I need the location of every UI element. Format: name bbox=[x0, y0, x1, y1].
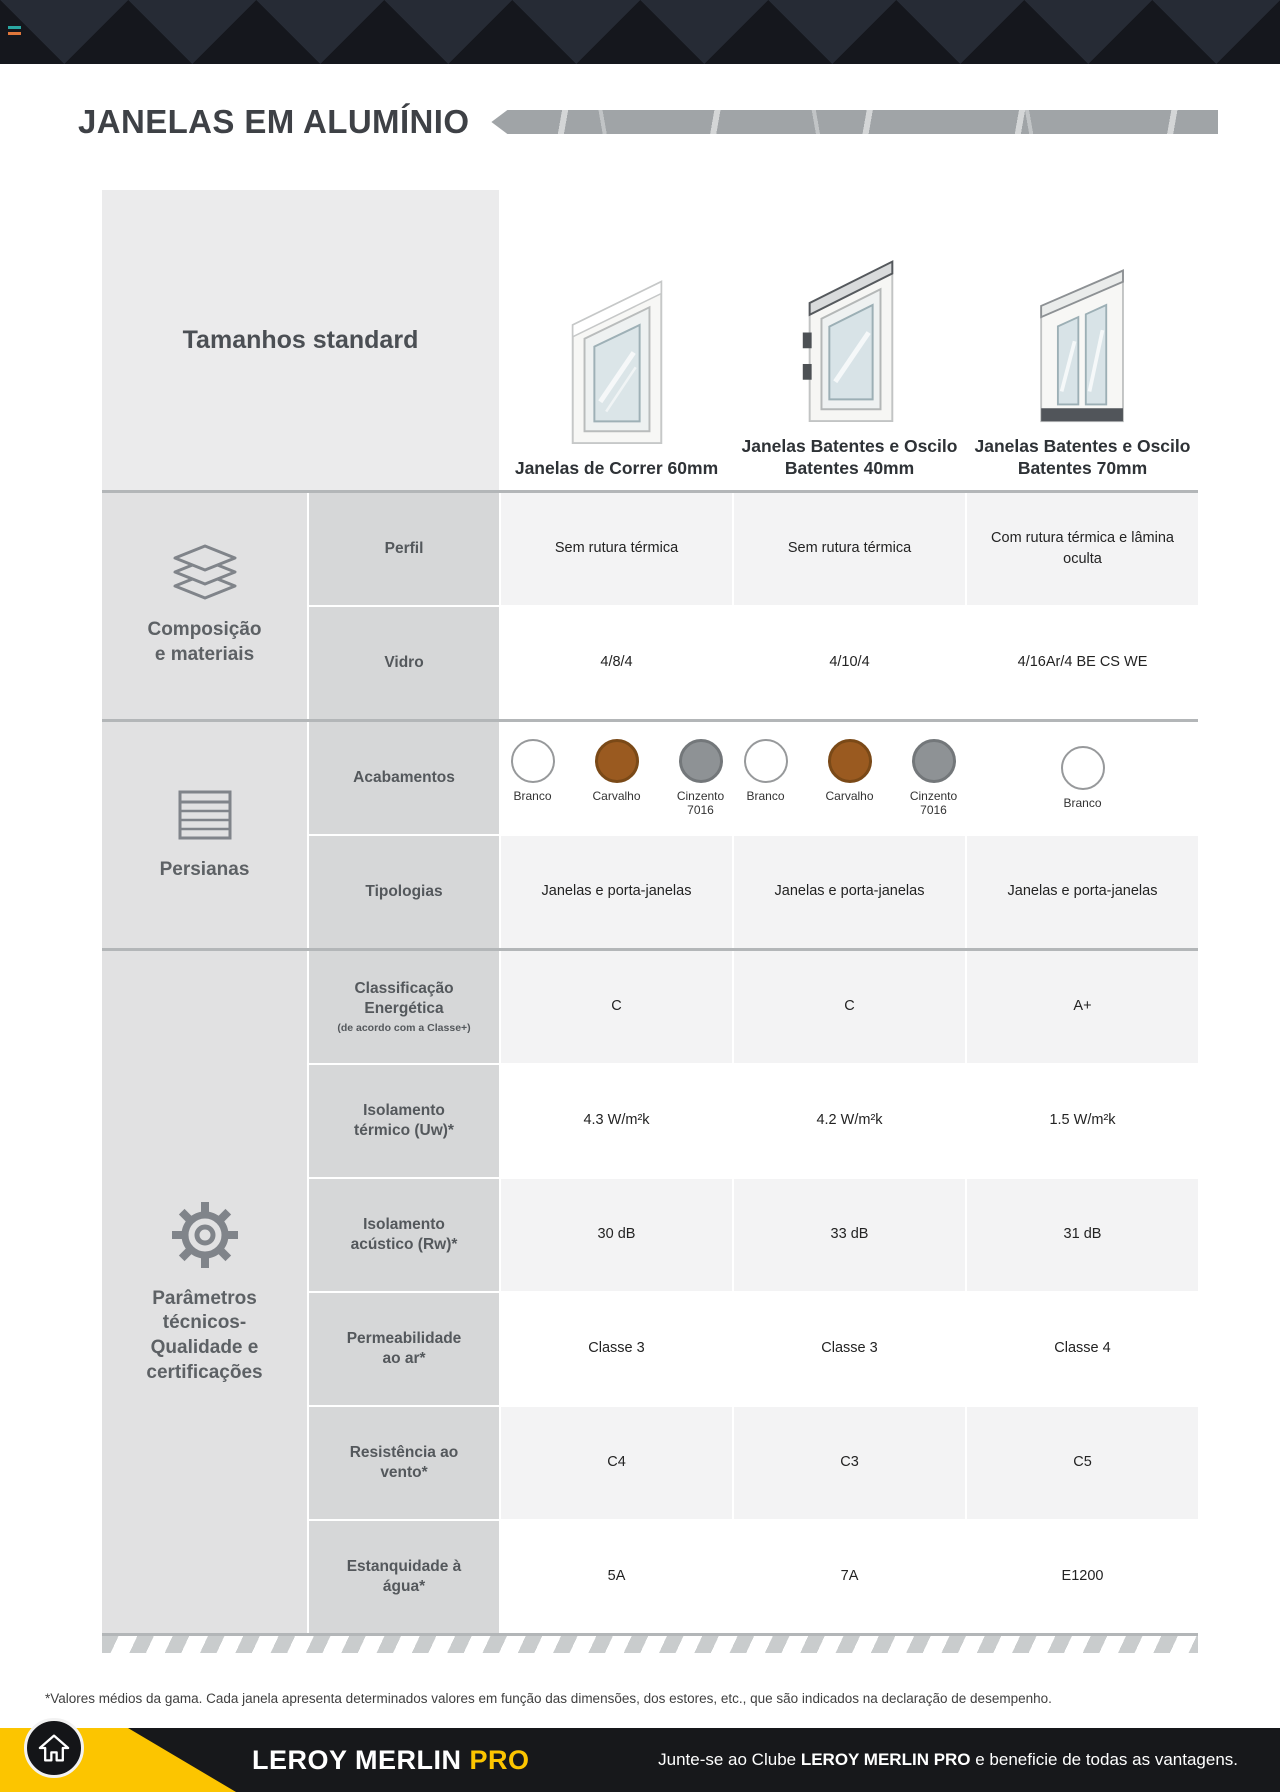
corner-cell bbox=[102, 190, 499, 490]
finish-carvalho: Carvalho bbox=[816, 739, 884, 804]
finish-cinzento: Cinzento 7016 bbox=[667, 739, 735, 818]
cell-classificacao-col1: C bbox=[501, 951, 732, 1063]
table-row-tipologias bbox=[309, 836, 1198, 948]
mini-flag-icon bbox=[8, 26, 21, 35]
cell-isolamento-acustico-col1: 30 dB bbox=[501, 1179, 732, 1291]
table-row-estanquidade bbox=[309, 1521, 1198, 1633]
chevron-stripe-band bbox=[102, 1633, 1198, 1653]
table-header bbox=[102, 190, 1198, 490]
product-name: Janelas Batentes e Oscilo Batentes 40mm bbox=[741, 436, 958, 479]
cell-resistencia-col3: C5 bbox=[967, 1407, 1198, 1519]
cell-vidro-col2: 4/10/4 bbox=[734, 607, 965, 719]
cell-tipologias-col1: Janelas e porta-janelas bbox=[501, 836, 732, 948]
row-label-resistencia: Resistência ao vento* bbox=[309, 1407, 499, 1519]
cell-classificacao-col3: A+ bbox=[967, 951, 1198, 1063]
finish-branco-swatch bbox=[511, 739, 555, 783]
cell-isolamento-acustico-col2: 33 dB bbox=[734, 1179, 965, 1291]
category-label: Persianas bbox=[159, 858, 250, 880]
row-sublabel-classificacao: (de acordo com a Classe+) bbox=[337, 1021, 471, 1034]
cell-permeabilidade-col1: Classe 3 bbox=[501, 1293, 732, 1405]
cell-isolamento-termico-col2: 4.2 W/m²k bbox=[734, 1065, 965, 1177]
cell-vidro-col3: 4/16Ar/4 BE CS WE bbox=[967, 607, 1198, 719]
table-row-acabamentos bbox=[309, 722, 1198, 834]
finish-branco-swatch bbox=[1061, 746, 1105, 790]
top-decorative-band bbox=[0, 0, 1280, 64]
cell-perfil-col1: Sem rutura térmica bbox=[501, 493, 732, 605]
row-label-isolamento-acustico: Isolamento acústico (Rw)* bbox=[309, 1179, 499, 1291]
finish-swatches bbox=[499, 739, 735, 818]
finish-branco: Branco bbox=[1049, 746, 1117, 811]
finish-swatches bbox=[1049, 746, 1117, 811]
cell-vidro-col1: 4/8/4 bbox=[501, 607, 732, 719]
group-rows bbox=[309, 951, 1198, 1633]
brand-pro-label: PRO bbox=[469, 1744, 530, 1775]
blinds-icon bbox=[177, 788, 233, 842]
row-label-classificacao: Classificação Energética (de acordo com a Classe+) bbox=[309, 951, 499, 1063]
product-name: Janelas de Correr 60mm bbox=[514, 458, 719, 479]
cell-tipologias-col3: Janelas e porta-janelas bbox=[967, 836, 1198, 948]
title-row bbox=[78, 100, 1218, 144]
layers-icon bbox=[172, 544, 238, 602]
product-name: Janelas Batentes e Oscilo Batentes 70mm bbox=[974, 436, 1191, 479]
product-header-batentes-70 bbox=[967, 190, 1198, 490]
cell-estanquidade-col3: E1200 bbox=[967, 1521, 1198, 1633]
category-composicao-materiais bbox=[102, 493, 307, 719]
row-label-vidro: Vidro bbox=[309, 607, 499, 719]
page-title: JANELAS EM ALUMÍNIO bbox=[78, 103, 470, 140]
group-composicao-materiais bbox=[102, 490, 1198, 719]
group-rows bbox=[309, 493, 1198, 719]
category-label: Composição e materiais bbox=[147, 619, 262, 665]
finish-branco: Branco bbox=[499, 739, 567, 804]
cell-isolamento-termico-col1: 4.3 W/m²k bbox=[501, 1065, 732, 1177]
brand-logo: LEROY MERLIN PRO bbox=[252, 1744, 530, 1775]
footer-tagline: Junte-se ao Clube LEROY MERLIN PRO e beneficie de todas as vantagens. bbox=[658, 1750, 1238, 1769]
cell-permeabilidade-col3: Classe 4 bbox=[967, 1293, 1198, 1405]
table-row-resistencia bbox=[309, 1407, 1198, 1519]
product-header-batentes-40 bbox=[734, 190, 965, 490]
finish-cinzento-swatch bbox=[679, 739, 723, 783]
cell-isolamento-acustico-col3: 31 dB bbox=[967, 1179, 1198, 1291]
finish-branco-swatch bbox=[744, 739, 788, 783]
cell-perfil-col3: Com rutura térmica e lâmina oculta bbox=[967, 493, 1198, 605]
finish-carvalho-swatch bbox=[828, 739, 872, 783]
finish-carvalho: Carvalho bbox=[583, 739, 651, 804]
cell-isolamento-termico-col3: 1.5 W/m²k bbox=[967, 1065, 1198, 1177]
table-row-isolamento-acustico bbox=[309, 1179, 1198, 1291]
finish-swatches bbox=[732, 739, 968, 818]
footnote: *Valores médios da gama. Cada janela apresenta determinados valores em função das dimensões, dos estores, etc., que são indicados na declaração de desempenho. bbox=[45, 1691, 1052, 1706]
table-row-isolamento-termico bbox=[309, 1065, 1198, 1177]
cell-acabamentos-col1 bbox=[501, 722, 732, 834]
row-label-permeabilidade: Permeabilidade ao ar* bbox=[309, 1293, 499, 1405]
window-image-batentes-40mm bbox=[775, 242, 925, 424]
cell-estanquidade-col1: 5A bbox=[501, 1521, 732, 1633]
row-label-perfil: Perfil bbox=[309, 493, 499, 605]
finish-branco: Branco bbox=[732, 739, 800, 804]
cell-permeabilidade-col2: Classe 3 bbox=[734, 1293, 965, 1405]
cell-classificacao-col2: C bbox=[734, 951, 965, 1063]
cell-acabamentos-col3 bbox=[967, 722, 1198, 834]
table-row-perfil bbox=[309, 493, 1198, 605]
corner-label: Tamanhos standard bbox=[182, 325, 419, 354]
finish-carvalho-swatch bbox=[595, 739, 639, 783]
finish-cinzento-swatch bbox=[912, 739, 956, 783]
home-icon bbox=[38, 1733, 70, 1763]
group-rows bbox=[309, 722, 1198, 948]
footer-bar bbox=[0, 1728, 1280, 1792]
window-image-batentes-70mm bbox=[1013, 252, 1153, 424]
category-parametros-tecnicos bbox=[102, 951, 307, 1633]
cell-tipologias-col2: Janelas e porta-janelas bbox=[734, 836, 965, 948]
gear-icon bbox=[169, 1199, 241, 1271]
group-persianas bbox=[102, 719, 1198, 948]
row-label-acabamentos: Acabamentos bbox=[309, 722, 499, 834]
row-label-estanquidade: Estanquidade à água* bbox=[309, 1521, 499, 1633]
title-ribbon bbox=[491, 110, 1218, 134]
row-label-tipologias: Tipologias bbox=[309, 836, 499, 948]
table-row-classificacao bbox=[309, 951, 1198, 1063]
comparison-table bbox=[102, 190, 1198, 1633]
cell-resistencia-col2: C3 bbox=[734, 1407, 965, 1519]
cell-perfil-col2: Sem rutura térmica bbox=[734, 493, 965, 605]
group-parametros-tecnicos bbox=[102, 948, 1198, 1633]
home-button[interactable] bbox=[24, 1718, 84, 1778]
finish-cinzento: Cinzento 7016 bbox=[900, 739, 968, 818]
row-label-isolamento-termico: Isolamento térmico (Uw)* bbox=[309, 1065, 499, 1177]
table-row-permeabilidade bbox=[309, 1293, 1198, 1405]
cell-estanquidade-col2: 7A bbox=[734, 1521, 965, 1633]
category-persianas bbox=[102, 722, 307, 948]
window-image-correr-60mm bbox=[542, 264, 692, 446]
cell-acabamentos-col2 bbox=[734, 722, 965, 834]
category-label: Parâmetros técnicos- Qualidade e certificações bbox=[146, 1287, 263, 1383]
product-header-correr-60 bbox=[501, 190, 732, 490]
table-row-vidro bbox=[309, 607, 1198, 719]
cell-resistencia-col1: C4 bbox=[501, 1407, 732, 1519]
